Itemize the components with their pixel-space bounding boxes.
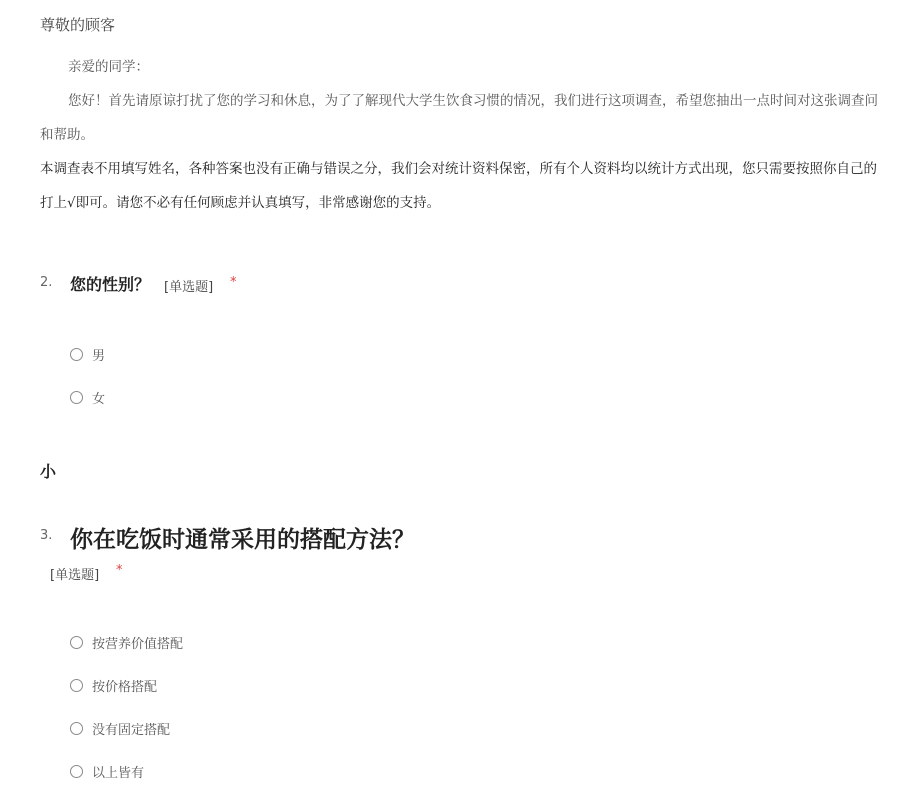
question-3-title: 你在吃饭时通常采用的搭配方法？ xyxy=(70,527,415,553)
radio-icon[interactable] xyxy=(70,348,83,361)
question-3-required-mark: * xyxy=(116,563,123,578)
option-label: 女 xyxy=(92,392,106,407)
survey-intro xyxy=(40,50,900,220)
option-label: 男 xyxy=(92,349,106,364)
option-all-above[interactable] xyxy=(70,762,144,781)
section-heading: 小 xyxy=(40,462,57,481)
intro-paragraph-1-line-1: 您好！首先请原谅打扰了您的学习和休息，为了了解现代大学生饮食习惯的情况，我们进行这项调查，希望您抽出一点时间对这张调查问 xyxy=(68,93,878,109)
option-label: 按营养价值搭配 xyxy=(92,637,184,652)
radio-icon[interactable] xyxy=(70,722,83,735)
option-no-fixed[interactable] xyxy=(70,719,170,738)
option-male[interactable] xyxy=(70,345,105,364)
intro-paragraph-1-line-2: 和帮助。 xyxy=(40,127,94,143)
radio-icon[interactable] xyxy=(70,636,83,649)
intro-salutation: 亲爱的同学： xyxy=(68,59,149,75)
greeting-header: 尊敬的顾客 xyxy=(40,16,116,34)
radio-icon[interactable] xyxy=(70,765,83,778)
radio-icon[interactable] xyxy=(70,679,83,692)
option-label: 按价格搭配 xyxy=(92,680,158,695)
option-label: 以上皆有 xyxy=(92,766,145,781)
intro-paragraph-2-line-2: 打上√即可。请您不必有任何顾虑并认真填写，非常感谢您的支持。 xyxy=(40,195,441,211)
question-3-number: 3. xyxy=(40,528,53,543)
question-2-number: 2. xyxy=(40,275,53,290)
option-female[interactable] xyxy=(70,388,105,407)
option-label: 没有固定搭配 xyxy=(92,723,171,738)
question-3-type: [单选题] xyxy=(50,568,100,583)
question-2-required-mark: * xyxy=(230,275,237,290)
intro-paragraph-2-line-1: 本调查表不用填写姓名，各种答案也没有正确与错误之分，我们会对统计资料保密，所有个人资料均以统计方式出现，您只需要按照你自己的 xyxy=(40,161,877,177)
radio-icon[interactable] xyxy=(70,391,83,404)
option-by-price[interactable] xyxy=(70,676,157,695)
question-2-title: 您的性别？ xyxy=(70,275,151,294)
option-by-nutrition[interactable] xyxy=(70,633,183,652)
question-2-type: [单选题] xyxy=(164,280,214,295)
